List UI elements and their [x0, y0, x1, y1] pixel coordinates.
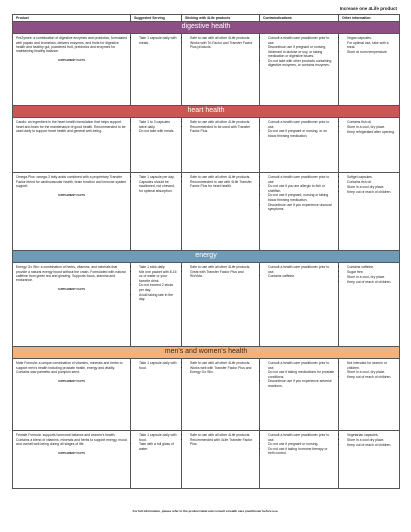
list-item: • Safe to use with all other 4Life products.: [190, 120, 256, 124]
sticking-list: [185, 361, 256, 374]
serving-list: [134, 120, 178, 133]
list-item: • For optimal use, take with a meal.: [347, 41, 396, 50]
list-item: • Take 1 capsule daily with food.: [139, 361, 178, 370]
list-item: • Do not take with meals.: [139, 129, 178, 133]
list-item: • Safe to use with all other 4Life products.: [190, 36, 256, 40]
contra-list: [263, 120, 335, 138]
contra-cell: [260, 431, 339, 489]
list-item: • Works well with Transfer Factor Plus and Energy Go Stix.: [190, 366, 256, 375]
list-item: • Consult a health care practitioner prior to use.: [268, 36, 335, 45]
sticking-list: [185, 36, 256, 49]
list-item: • Store in a cool dry place.: [347, 185, 396, 189]
sticking-cell: [182, 34, 260, 106]
list-item: • Contains caffeine.: [268, 274, 335, 278]
list-item: • Consult a health care practitioner prior to use.: [268, 175, 335, 184]
list-item: • Keep out of reach of children.: [347, 280, 396, 284]
product-cell: [13, 431, 131, 489]
list-item: • Safe to use with all other 4Life products.: [190, 433, 256, 437]
list-item: • Contains fish oil.: [347, 180, 396, 184]
table-body: [13, 22, 400, 489]
supplement-facts-label: SUPPLEMENT FACTS: [58, 452, 85, 456]
section-header-row: [13, 106, 400, 118]
contra-cell: [260, 173, 339, 251]
serving-cell: [131, 431, 182, 489]
list-item: • Consult a health care practitioner prior to use.: [268, 120, 335, 129]
serving-cell: [131, 359, 182, 431]
serving-list: [134, 265, 178, 301]
product-description: Energy Go Stix: a combination of herbs, vitamins, and minerals that provide a natural energy boost without the crash. Formulated with natural caffeine from green tea and ginseng. Supports focus, stamina and endurance.: [16, 265, 126, 283]
header-product: Product: [13, 15, 131, 22]
serving-list: [134, 361, 178, 370]
sticking-cell: [182, 118, 260, 173]
list-item: • Safe to use with all other 4Life products.: [190, 361, 256, 365]
other-cell: [339, 431, 400, 489]
other-list: [342, 361, 396, 379]
supplement-facts-label: SUPPLEMENT FACTS: [58, 288, 85, 292]
section-title: heart health: [13, 106, 400, 118]
contra-list: [263, 265, 335, 278]
list-item: • Do not use if pregnant, nursing or taking blood thinning medication.: [268, 193, 335, 202]
contra-cell: [260, 34, 339, 106]
serving-cell: [131, 263, 182, 347]
list-item: • Discontinue use if you experience unusual symptoms.: [268, 203, 335, 212]
list-item: • Take with a full glass of water.: [139, 442, 178, 451]
list-item: • Take 1 capsule daily with food.: [139, 433, 178, 442]
product-cell: [13, 173, 131, 251]
list-item: • Store at room temperature.: [347, 50, 396, 54]
sticking-cell: [182, 173, 260, 251]
product-cell: [13, 34, 131, 106]
other-cell: [339, 118, 400, 173]
list-item: • Keep out of reach of children.: [347, 190, 396, 194]
header-serving: Suggested Serving: [131, 15, 182, 22]
list-item: • Do not use if taking medications for prostate conditions.: [268, 370, 335, 379]
serving-cell: [131, 118, 182, 173]
list-item: • Do not exceed 2 sticks per day.: [139, 283, 178, 292]
list-item: • Safe to use with all other 4Life products.: [190, 265, 256, 269]
product-table: [12, 14, 400, 489]
list-item: • Store in a cool dry place.: [347, 438, 396, 442]
list-item: • Mix one packet with 8-16 oz of water or your favorite drink.: [139, 270, 178, 283]
other-cell: [339, 34, 400, 106]
product-description: Female Formula: supports hormonal balance and women's health. Contains a blend of vitamins, minerals and herbs to support energy, mood and overall well-being during all stages of life.: [16, 433, 127, 446]
table-row: [13, 263, 400, 347]
other-list: [342, 433, 396, 447]
list-item: • Avoid taking late in the day.: [139, 293, 178, 302]
list-item: • Store in a cool, dry place.: [347, 125, 396, 129]
supplement-facts-label: SUPPLEMENT FACTS: [58, 194, 85, 198]
list-item: • Works with Tri-Factor and Transfer Factor Plus products.: [190, 41, 256, 50]
supplement-facts-label: SUPPLEMENT FACTS: [58, 380, 85, 384]
header-contraindications: Contraindications: [260, 15, 339, 22]
list-item: • Recommended to use with 4Life Transfer Factor Plus for heart health.: [190, 180, 256, 189]
sticking-list: [185, 175, 256, 188]
header-sticking: Sticking with 4Life products: [182, 15, 260, 22]
contra-cell: [260, 263, 339, 347]
sticking-cell: [182, 431, 260, 489]
list-item: • Recommended to be used with Transfer Factor Plus.: [190, 125, 256, 134]
list-item: • Do not use if taking hormone therapy or birth control.: [268, 447, 335, 456]
contra-list: [263, 361, 335, 388]
list-item: • Softgel capsules.: [347, 175, 396, 179]
product-description: Omega Plus: omega-3 fatty acids combined with a proprietary Transfer Factor blend for cardiovascular health, brain function and immune system support.: [16, 175, 127, 188]
list-item: • Capsules should be swallowed, not chewed, for optimal absorption.: [139, 180, 178, 193]
list-item: • Do not use if you are allergic to fish or shellfish.: [268, 184, 335, 193]
list-item: • Discontinue use if you experience adverse reactions.: [268, 379, 335, 388]
list-item: • Consult a health care practitioner prior to use.: [268, 265, 335, 274]
serving-list: [134, 36, 178, 45]
sticking-cell: [182, 359, 260, 431]
list-item: • Store in a cool, dry place.: [347, 370, 396, 374]
contra-cell: [260, 118, 339, 173]
serving-cell: [131, 173, 182, 251]
table-row: [13, 118, 400, 173]
table-row: [13, 173, 400, 251]
contra-list: [263, 433, 335, 455]
section-header-row: [13, 22, 400, 34]
other-cell: [339, 173, 400, 251]
other-list: [342, 265, 396, 284]
list-item: • Do not use if pregnant or nursing.: [268, 442, 335, 446]
other-cell: [339, 359, 400, 431]
header-other: Other information: [339, 15, 400, 22]
table-row: [13, 34, 400, 106]
other-list: [342, 175, 396, 194]
list-item: • Vegetarian capsules.: [347, 433, 396, 437]
list-item: • Contains caffeine.: [347, 265, 396, 269]
product-description: PreZymes: a combination of digestive enzymes and probiotics, formulated with papain and bromelain, delivers enzymes, and fruits for digestive health and healthy gut, powdered fruit, prebiotics and enzymes for maintaining healthy balance.: [16, 36, 128, 54]
list-item: • Do not use if pregnant or nursing, or on blood thinning medication.: [268, 129, 335, 138]
contra-list: [263, 36, 335, 67]
product-description: Male Formula: a unique combination of vitamins, minerals and herbs to support men's health including prostate health, energy and vitality. Contains saw palmetto and pumpkin seed.: [16, 361, 123, 374]
list-item: • Consult a health care practitioner prior to use.: [268, 433, 335, 442]
serving-list: [134, 175, 178, 193]
list-item: • Recommended with 4Life Transfer Factor Plus.: [190, 438, 256, 447]
list-item: • Keep out of reach of children.: [347, 443, 396, 447]
list-item: • Vegan capsules.: [347, 36, 396, 40]
list-item: • Not intended for women or children.: [347, 361, 396, 370]
product-cell: [13, 359, 131, 431]
section-title: energy: [13, 251, 400, 263]
list-item: • Take 1 stick daily.: [139, 265, 178, 269]
sticking-cell: [182, 263, 260, 347]
supplement-facts-label: SUPPLEMENT FACTS: [58, 59, 85, 63]
table-header-row: [13, 15, 400, 22]
serving-cell: [131, 34, 182, 106]
list-item: • Sugar free.: [347, 270, 396, 274]
top-note: Increase one 4Life product: [339, 6, 397, 11]
serving-list: [134, 433, 178, 451]
list-item: • Keep refrigerated after opening.: [347, 130, 396, 134]
list-item: • Do not take with other products containing digestive enzymes, or contains enzymes.: [268, 59, 335, 68]
other-list: [342, 120, 396, 134]
list-item: • Safe to use with all other 4Life products.: [190, 175, 256, 179]
footer-note: For full information, please refer to the product label and consult a health care practitioner before use.: [132, 509, 279, 513]
contra-list: [263, 175, 335, 211]
list-item: • Contains fish oil.: [347, 120, 396, 124]
list-item: • Keep out of reach of children.: [347, 375, 396, 379]
list-item: • Great with Transfer Factor Plus and RioVida.: [190, 270, 256, 279]
section-header-row: [13, 347, 400, 359]
sticking-list: [185, 433, 256, 446]
section-title: men's and women's health: [13, 347, 400, 359]
other-list: [342, 36, 396, 54]
product-cell: [13, 118, 131, 173]
product-description: Cardio: an ingredient in the heart health formulation that helps support heart and brain for the maintenance of good health. Recommended to be used daily to support heart health and general well-being.: [16, 120, 126, 133]
sticking-list: [185, 265, 256, 278]
list-item: • Take 1 capsule per day.: [139, 175, 178, 179]
list-item: • Discontinue use if pregnant or nursing, intolerant to lactose or soy, or taking medication or digestive issues.: [268, 45, 335, 58]
other-cell: [339, 263, 400, 347]
list-item: • Take 1 to 3 capsules twice daily.: [139, 120, 178, 129]
product-cell: [13, 263, 131, 347]
list-item: • Take 1 capsule daily with meals.: [139, 36, 178, 45]
table-row: [13, 431, 400, 489]
list-item: • Consult a health care practitioner prior to use.: [268, 361, 335, 370]
section-title: digestive health: [13, 22, 400, 34]
section-header-row: [13, 251, 400, 263]
table-row: [13, 359, 400, 431]
contra-cell: [260, 359, 339, 431]
list-item: • Store in a cool, dry place.: [347, 275, 396, 279]
sticking-list: [185, 120, 256, 133]
